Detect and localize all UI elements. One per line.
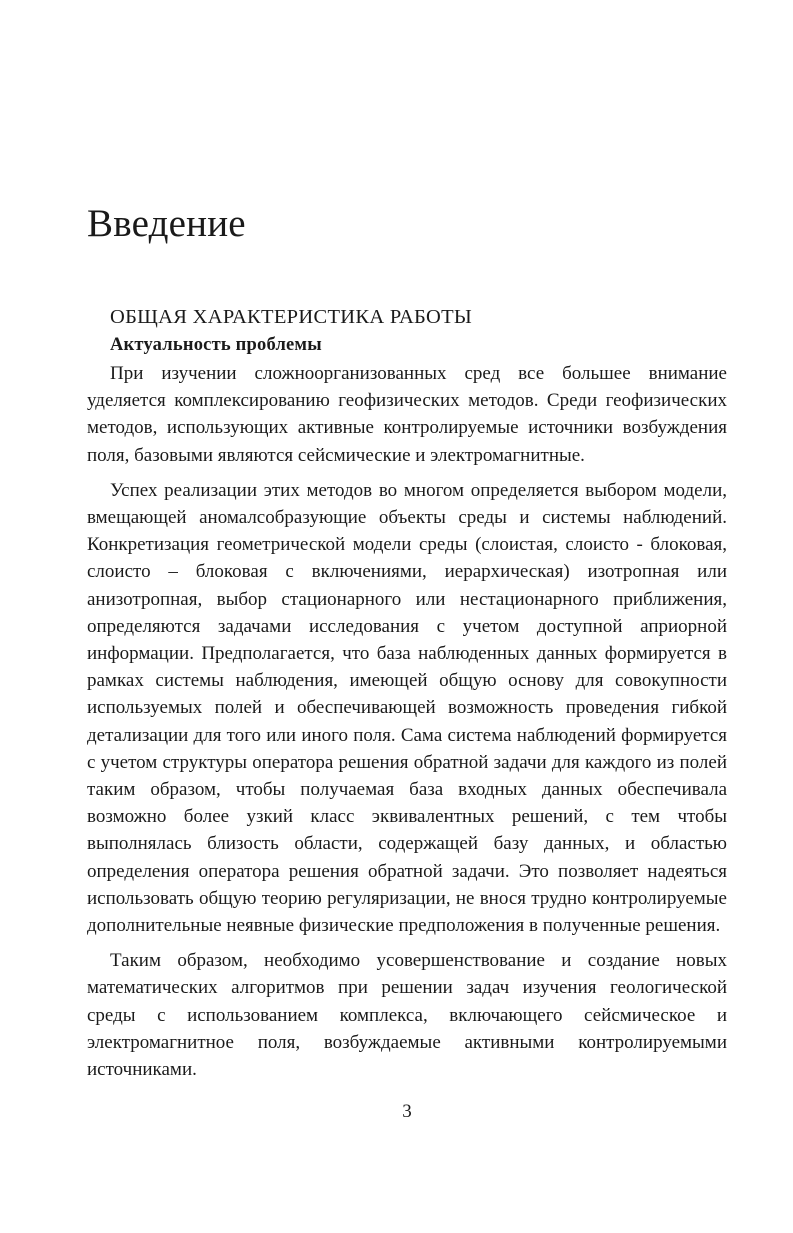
paragraph: При изучении сложноорганизованных сред все большее внимание уделяется комплексированию геофизических методов. Среди геофизических методов, использующих активные контролируемые источники возбуждения поля, базовыми являются сейсмические и электромагнитные.	[87, 363, 727, 466]
paragraph: Успех реализации этих методов во многом определяется выбором модели, вмещающей аномалсобразующие объекты среды и системы наблюдений. Конкретизация геометрической модели среды (слоистая, слоисто - блоковая, слоисто – блоковая с включениями, иерархическая) изотропная или анизотропная, выбор стационарного или нестационарного приближения, определяются задачами исследования с учетом доступной априорной информации. Предполагается, что база наблюденных данных формируется в рамках системы наблюдения, имеющей общую основу для совокупности используемых полей и обеспечивающей возможность проведения гибкой детализации для того или иного поля. Сама система наблюдений формируется с учетом структуры оператора решения обратной задачи для каждого из полей таким образом, чтобы получаемая база входных данных обеспечивала возможно более узкий класс эквивалентных решений, с тем чтобы выполнялась близость области, содержащей базу данных, и областью определения оператора решения обратной задачи. Это позволяет надеяться использовать общую теорию регуляризации, не внося трудно контролируемые дополнительные неявные физические предположения в полученные решения.	[87, 479, 727, 937]
document-page	[87, 0, 727, 1233]
paragraph: Таким образом, необходимо усовершенствование и создание новых математических алгоритмов при решении задач изучения геологической среды с использованием комплекса, включающего сейсмическое и электромагнитное поля, возбуждаемые активными контролируемыми источниками.	[87, 950, 727, 1081]
chapter-title: Введение	[87, 202, 246, 245]
page-number: 3	[402, 1101, 412, 1122]
body-text	[87, 360, 727, 1083]
section-title: ОБЩАЯ ХАРАКТЕРИСТИКА РАБОТЫ	[110, 306, 473, 328]
subsection-title: Актуальность проблемы	[110, 335, 322, 355]
